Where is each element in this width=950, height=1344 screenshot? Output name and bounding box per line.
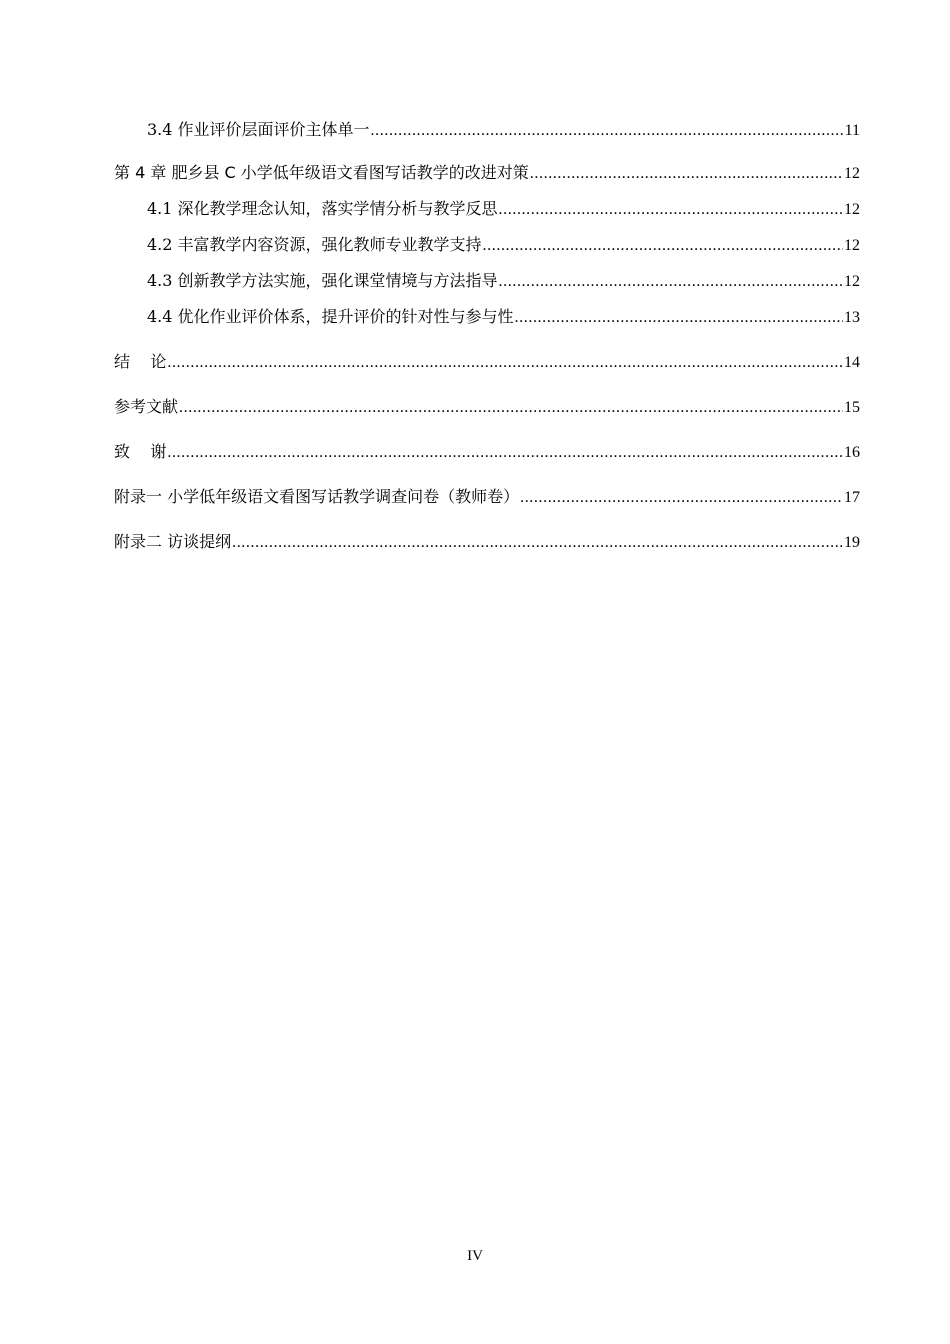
- toc-entry-title: 4.4 优化作业评价体系，提升评价的针对性与参与性: [147, 307, 514, 326]
- dot-leader: [530, 165, 843, 183]
- toc-entry[interactable]: [114, 439, 860, 462]
- dot-leader: [499, 201, 843, 219]
- toc-entry-title: 参考文献: [114, 397, 179, 416]
- toc-entry[interactable]: [114, 349, 860, 372]
- toc-entry-title: 附录二 访谈提纲: [114, 532, 232, 551]
- page-footer-number: IV: [467, 1248, 483, 1264]
- toc-entry-page: 17: [844, 489, 860, 506]
- dot-leader: [371, 122, 844, 140]
- toc-entry-title: 第 4 章 肥乡县 C 小学低年级语文看图写话教学的改进对策: [114, 163, 529, 182]
- toc-entry-page: 14: [844, 354, 860, 371]
- toc-entry-page: 15: [844, 399, 860, 416]
- toc-entry-title: 4.1 深化教学理念认知，落实学情分析与教学反思: [147, 199, 498, 218]
- dot-leader: [483, 237, 843, 255]
- toc-entry[interactable]: [114, 117, 860, 140]
- toc-entry[interactable]: [114, 304, 860, 327]
- toc-entry-page: 19: [844, 534, 860, 551]
- toc-entry[interactable]: [114, 160, 860, 183]
- toc-entry-title: 3.4 作业评价层面评价主体单一: [147, 120, 370, 139]
- toc-entry[interactable]: [114, 484, 860, 507]
- toc-entry[interactable]: [114, 268, 860, 291]
- toc-entry-page: 16: [844, 444, 860, 461]
- toc-entry[interactable]: [114, 196, 860, 219]
- dot-leader: [179, 399, 843, 417]
- toc-entry-page: 13: [844, 309, 860, 326]
- toc-entry-title: 致 谢: [114, 442, 167, 461]
- table-of-contents: [114, 117, 860, 552]
- toc-entry-page: 12: [844, 165, 860, 182]
- toc-entry-page: 12: [844, 237, 860, 254]
- toc-entry-title: 4.3 创新教学方法实施，强化课堂情境与方法指导: [147, 271, 498, 290]
- toc-entry[interactable]: [114, 529, 860, 552]
- toc-entry[interactable]: [114, 232, 860, 255]
- dot-leader: [515, 309, 843, 327]
- toc-entry[interactable]: [114, 394, 860, 417]
- toc-entry-page: 12: [844, 201, 860, 218]
- toc-entry-page: 12: [844, 273, 860, 290]
- dot-leader: [232, 534, 843, 552]
- toc-entry-page: 11: [844, 122, 860, 139]
- dot-leader: [167, 444, 843, 462]
- toc-entry-title: 4.2 丰富教学内容资源，强化教师专业教学支持: [147, 235, 482, 254]
- dot-leader: [499, 273, 843, 291]
- dot-leader: [167, 354, 843, 372]
- toc-entry-title: 附录一 小学低年级语文看图写话教学调查问卷（教师卷）: [114, 487, 520, 506]
- dot-leader: [520, 489, 843, 507]
- toc-entry-title: 结 论: [114, 352, 167, 371]
